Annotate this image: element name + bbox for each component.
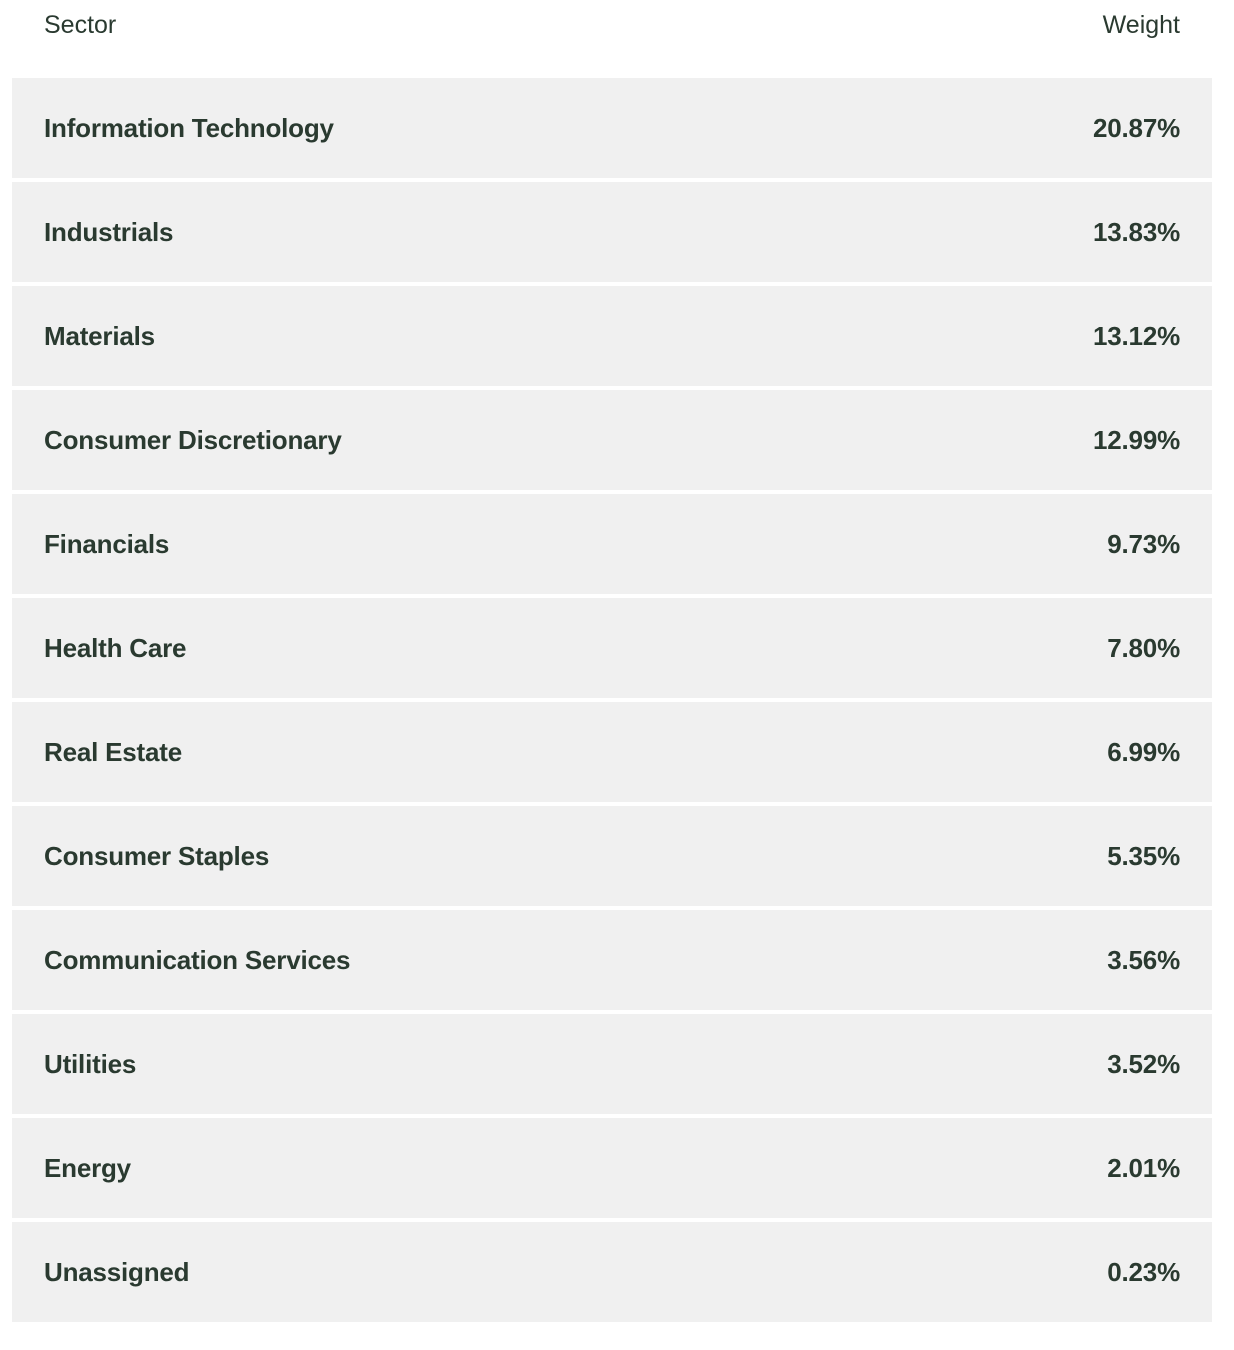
- sector-name: Materials: [44, 320, 155, 351]
- sector-weight: 7.80%: [1107, 632, 1180, 663]
- sector-column-header: Sector: [44, 10, 117, 39]
- sector-weight: 3.56%: [1107, 944, 1180, 975]
- table-row: [12, 1014, 1212, 1114]
- table-body: [12, 78, 1212, 1326]
- sector-name: Communication Services: [44, 944, 351, 975]
- table-row: [12, 1222, 1212, 1322]
- sector-name: Real Estate: [44, 736, 182, 767]
- sector-name: Industrials: [44, 216, 174, 247]
- table-row: [12, 494, 1212, 594]
- table-row: [12, 1118, 1212, 1218]
- table-row: [12, 702, 1212, 802]
- weight-column-header: Weight: [1102, 10, 1180, 39]
- sector-weight: 9.73%: [1107, 528, 1180, 559]
- sector-name: Information Technology: [44, 112, 334, 143]
- sector-weight: 13.12%: [1093, 320, 1180, 351]
- sector-weight-table: [12, 0, 1212, 1287]
- sector-name: Energy: [44, 1152, 131, 1183]
- sector-weight: 3.52%: [1107, 1048, 1180, 1079]
- table-row: [12, 286, 1212, 386]
- sector-name: Utilities: [44, 1048, 137, 1079]
- table-row: [12, 598, 1212, 698]
- sector-weight: 12.99%: [1093, 424, 1180, 455]
- table-row: [12, 182, 1212, 282]
- sector-weight: 5.35%: [1107, 840, 1180, 871]
- sector-weight: 0.23%: [1107, 1256, 1180, 1287]
- sector-weight: 13.83%: [1093, 216, 1180, 247]
- sector-weight: 2.01%: [1107, 1152, 1180, 1183]
- sector-name: Health Care: [44, 632, 187, 663]
- sector-name: Consumer Discretionary: [44, 424, 342, 455]
- sector-name: Consumer Staples: [44, 840, 270, 871]
- sector-name: Financials: [44, 528, 170, 559]
- table-header: [12, 0, 1212, 50]
- sector-weight: 6.99%: [1107, 736, 1180, 767]
- table-row: [12, 390, 1212, 490]
- table-row: [12, 806, 1212, 906]
- sector-weight: 20.87%: [1093, 112, 1180, 143]
- sector-name: Unassigned: [44, 1256, 190, 1287]
- table-row: [12, 78, 1212, 178]
- table-row: [12, 910, 1212, 1010]
